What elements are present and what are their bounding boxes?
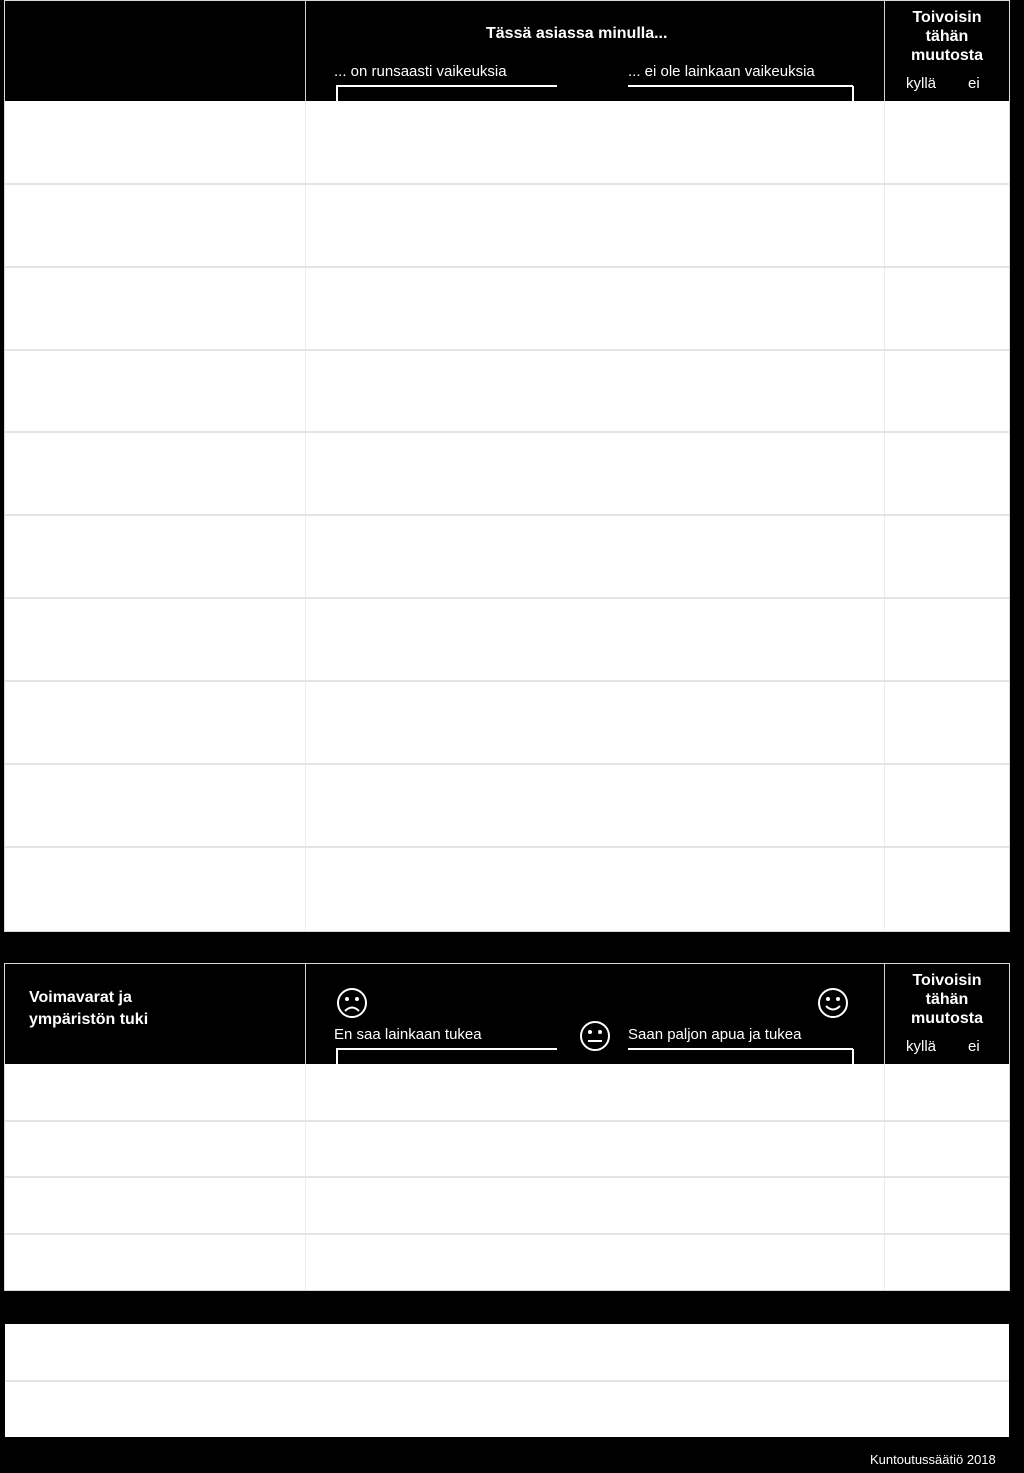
scale-right-label: Saan paljon apua ja tukea bbox=[628, 1026, 802, 1043]
column-divider bbox=[305, 101, 306, 931]
neutral-face-icon bbox=[579, 1020, 611, 1052]
scale-left-label: En saa lainkaan tukea bbox=[334, 1026, 482, 1043]
row-separator bbox=[5, 349, 1009, 351]
difficulties-body bbox=[5, 101, 1009, 931]
row-separator bbox=[5, 1176, 1009, 1178]
row-separator bbox=[5, 266, 1009, 268]
scale-left-label: ... on runsaasti vaikeuksia bbox=[334, 63, 507, 80]
column-divider bbox=[884, 0, 885, 101]
scale-bracket bbox=[336, 86, 854, 101]
sad-face-icon bbox=[336, 987, 368, 1019]
row-separator bbox=[5, 763, 1009, 765]
column-divider bbox=[305, 0, 306, 101]
no-label: ei bbox=[968, 75, 980, 92]
row-separator bbox=[5, 183, 1009, 185]
row-separator bbox=[5, 846, 1009, 848]
row-separator bbox=[5, 1380, 1009, 1382]
section-title: Voimavarat ja ympäristön tuki bbox=[29, 989, 149, 1028]
row-separator bbox=[5, 514, 1009, 516]
yes-label: kyllä bbox=[906, 75, 937, 92]
column-divider bbox=[884, 963, 885, 1064]
row-separator bbox=[5, 597, 1009, 599]
row-separator bbox=[5, 680, 1009, 682]
happy-face-icon bbox=[817, 987, 849, 1019]
row-separator bbox=[5, 1120, 1009, 1122]
scale-right-label: ... ei ole lainkaan vaikeuksia bbox=[628, 63, 815, 80]
yes-label: kyllä bbox=[906, 1038, 937, 1055]
wish-change-label: Toivoisin tähän muutosta bbox=[911, 9, 983, 64]
no-label: ei bbox=[968, 1038, 980, 1055]
row-separator bbox=[5, 1233, 1009, 1235]
section-title: Tässä asiassa minulla... bbox=[486, 25, 668, 42]
column-divider bbox=[305, 963, 306, 1064]
footer-copyright: Kuntoutussäätiö 2018 bbox=[870, 1452, 996, 1467]
column-divider bbox=[884, 101, 885, 931]
scale-bracket bbox=[336, 1049, 854, 1064]
row-separator bbox=[5, 431, 1009, 433]
wish-change-label: Toivoisin tähän muutosta bbox=[911, 972, 983, 1027]
